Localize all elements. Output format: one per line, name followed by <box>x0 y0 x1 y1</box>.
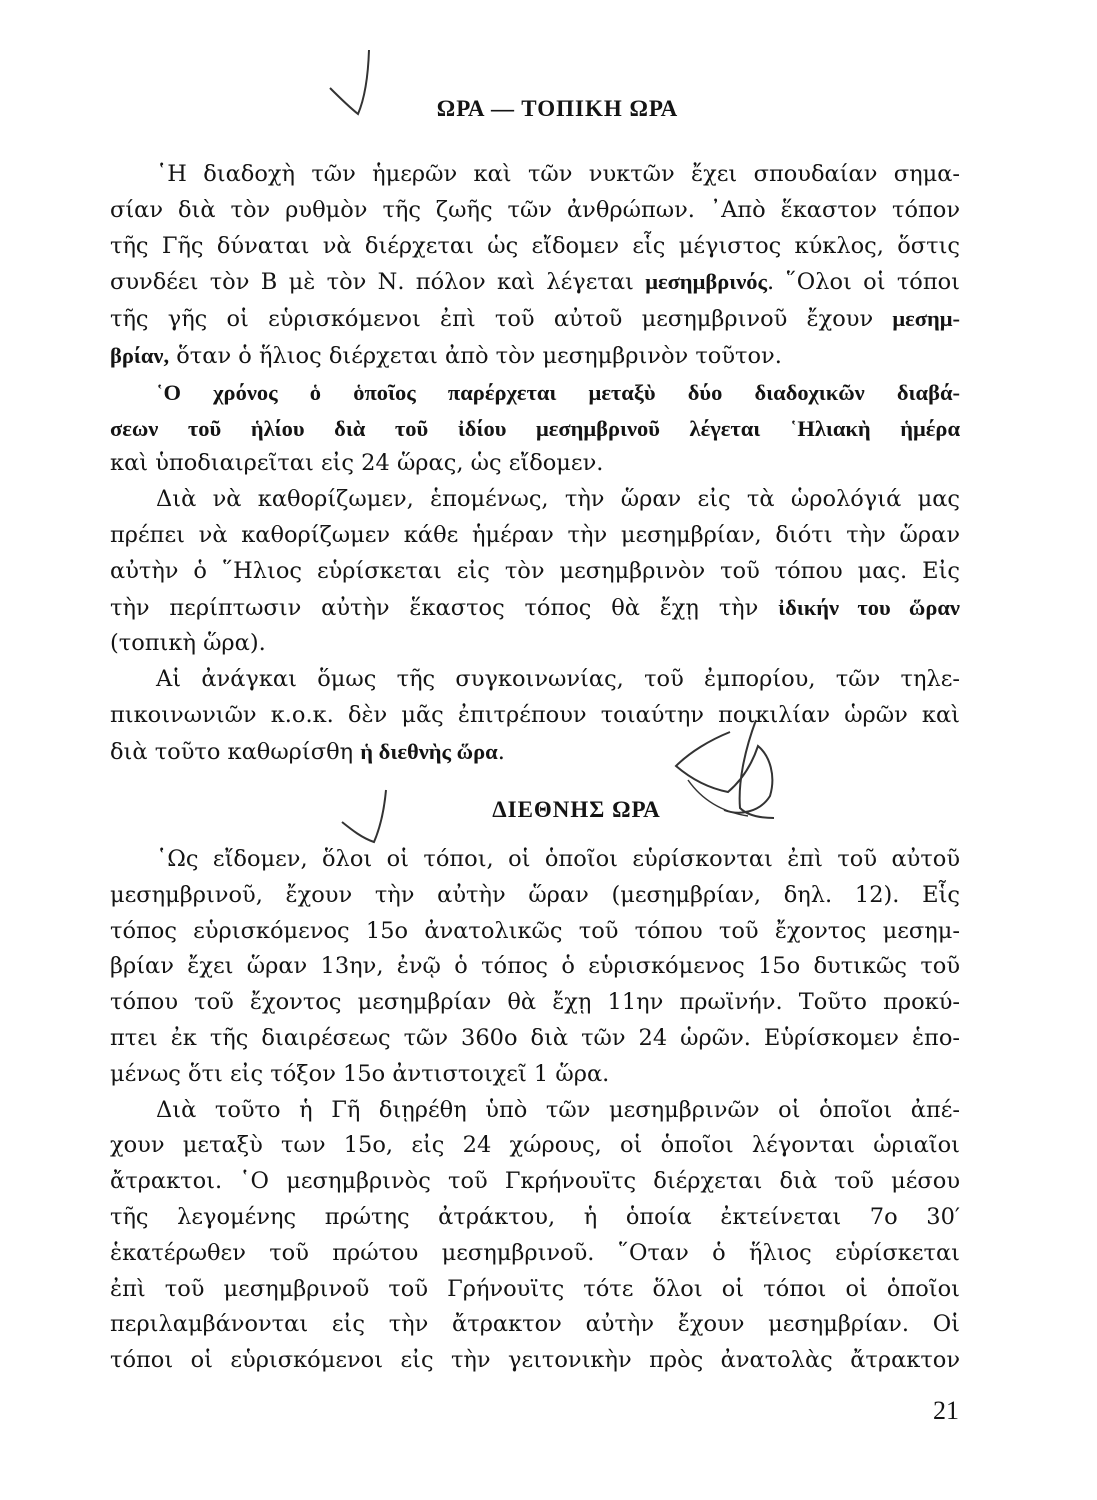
page-title: ΩΡΑ — ΤΟΠΙΚΗ ΩΡΑ <box>436 96 679 121</box>
section-local-time <box>110 157 960 771</box>
text-line: Διὰ τοῦτο ἡ Γῆ διῃρέθη ὑπὸ τῶν μεσημβρινῶν οἱ ὁποῖοι ἀπέ- <box>156 1096 960 1123</box>
text-line: τῆς Γῆς δύναται νὰ διέρχεται ὡς εἴδομεν εἷς μέγιστος κύκλος, ὅστις <box>110 232 960 259</box>
text-line: σίαν διὰ τὸν ρυθμὸν τῆς ζωῆς τῶν ἀνθρώπων. ᾿Απὸ ἕκαστον τόπον <box>110 196 960 223</box>
page-number: 21 <box>933 1396 959 1425</box>
text-line: τόποι οἱ εὑρισκόμενοι εἰς τὴν γειτονικὴν πρὸς ἀνατολὰς ἄτρακτον <box>110 1347 960 1374</box>
text-line: Διὰ νὰ καθορίζωμεν, ἑπομένως, τὴν ὥραν εἰς τὰ ὡρολόγιά μας <box>156 486 960 513</box>
text-line: διὰ τοῦτο καθωρίσθη ἡ διεθνὴς ὥρα. <box>110 738 505 765</box>
section-title: ΔΙΕΘΝΗΣ ΩΡΑ <box>492 797 661 822</box>
text-line: περιλαμβάνονται εἰς τὴν ἄτρακτον αὐτὴν ἔχουν μεσημβρίαν. Οἱ <box>110 1311 960 1338</box>
paragraph-definition <box>110 375 960 482</box>
text-line: μένως ὅτι εἰς τόξον 15ο ἀντιστοιχεῖ 1 ὥρα. <box>110 1060 610 1087</box>
text-line: ῾Ο χρόνος ὁ ὁποῖος παρέρχεται μεταξὺ δύο διαδοχικῶν διαβά- <box>156 379 960 405</box>
text-line: τόπου τοῦ ἔχοντος μεσημβρίαν θὰ ἔχῃ 11ην πρωϊνήν. Τοῦτο προκύ- <box>110 989 960 1016</box>
text-line: μεσημβρινοῦ, ἔχουν τὴν αὐτὴν ὥραν (μεσημβρίαν, δηλ. 12). Εἷς <box>110 881 960 908</box>
text-line: πικοινωνιῶν κ.ο.κ. δὲν μᾶς ἐπιτρέπουν τοιαύτην ποικιλίαν ὡρῶν καὶ <box>110 701 960 728</box>
text-line: ἐπὶ τοῦ μεσημβρινοῦ τοῦ Γρήνουϊτς τότε ὅλοι οἱ τόποι οἱ ὁποῖοι <box>110 1275 960 1302</box>
text-line: βρίαν ἔχει ὥραν 13ην, ἐνῷ ὁ τόπος ὁ εὑρισκόμενος 15ο δυτικῶς τοῦ <box>110 953 960 980</box>
text-line: Αἱ ἀνάγκαι ὅμως τῆς συγκοινωνίας, τοῦ ἐμπορίου, τῶν τηλε- <box>156 666 960 693</box>
text-line: καὶ ὑποδιαιρεῖται εἰς 24 ὥρας, ὡς εἴδομεν. <box>110 450 604 477</box>
text-line: πτει ἐκ τῆς διαιρέσεως τῶν 360ο διὰ τῶν 24 ὡρῶν. Εὑρίσκομεν ἑπο- <box>110 1024 960 1051</box>
paragraph <box>110 157 960 375</box>
text-line: ῾Η διαδοχὴ τῶν ἡμερῶν καὶ τῶν νυκτῶν ἔχει σπουδαίαν σημα- <box>156 161 960 187</box>
text-line: τῆς λεγομένης πρώτης ἀτράκτου, ἡ ὁποία ἐκτείνεται 7ο 30′ <box>110 1203 960 1230</box>
text-line: τῆς γῆς οἱ εὑρισκόμενοι ἐπὶ τοῦ αὐτοῦ μεσημβρινοῦ ἔχουν μεσημ- <box>110 306 960 333</box>
text-line: τὴν περίπτωσιν αὐτὴν ἕκαστος τόπος θὰ ἔχῃ τὴν ἰδικήν του ὥραν <box>110 594 960 621</box>
term-noon: μεσημ- <box>892 306 960 332</box>
text-line: ἄτρακτοι. ῾Ο μεσημβρινὸς τοῦ Γκρήνουϊτς διέρχεται διὰ τοῦ μέσου <box>110 1168 960 1195</box>
text-line: σεων τοῦ ἡλίου διὰ τοῦ ἰδίου μεσημβρινοῦ λέγεται ῾Ηλιακὴ ἡμέρα <box>110 415 960 441</box>
text-line: ἑκατέρωθεν τοῦ πρώτου μεσημβρινοῦ. ῞Οταν ὁ ἥλιος εὑρίσκεται <box>110 1239 960 1266</box>
text-line: τόπος εὑρισκόμενος 15ο ἀνατολικῶς τοῦ τόπου τοῦ ἔχοντος μεσημ- <box>110 917 960 944</box>
section-international-time <box>110 842 960 1379</box>
text-line: βρίαν, ὅταν ὁ ἥλιος διέρχεται ἀπὸ τὸν μεσημβρινὸν τοῦτον. <box>110 342 782 369</box>
text-line: αὐτὴν ὁ ῞Ηλιος εὑρίσκεται εἰς τὸν μεσημβρινὸν τοῦ τόπου μας. Εἰς <box>110 557 960 584</box>
paragraph <box>110 842 960 1093</box>
paragraph <box>110 1093 960 1379</box>
text-line: πρέπει νὰ καθορίζωμεν κάθε ἡμέραν τὴν μεσημβρίαν, διότι τὴν ὥραν <box>110 521 960 548</box>
paragraph <box>110 662 960 770</box>
term-international-time: ἡ διεθνὴς ὥρα <box>360 738 498 764</box>
paragraph <box>110 482 960 662</box>
text-line: συνδέει τὸν Β μὲ τὸν Ν. πόλον καὶ λέγεται μεσημβρινός. ῞Ολοι οἱ τόποι <box>110 269 961 296</box>
term-local-time: ἰδικήν του ὥραν <box>778 594 960 620</box>
text-line: (τοπικὴ ὥρα). <box>110 630 266 657</box>
text-line: χουν μεταξὺ των 15ο, εἰς 24 χώρους, οἱ ὁποῖοι λέγονται ὡριαῖοι <box>110 1132 960 1159</box>
text-line: ῾Ως εἴδομεν, ὅλοι οἱ τόποι, οἱ ὁποῖοι εὑρίσκονται ἐπὶ τοῦ αὐτοῦ <box>156 846 960 872</box>
term-meridian: μεσημβρινός <box>645 269 768 295</box>
